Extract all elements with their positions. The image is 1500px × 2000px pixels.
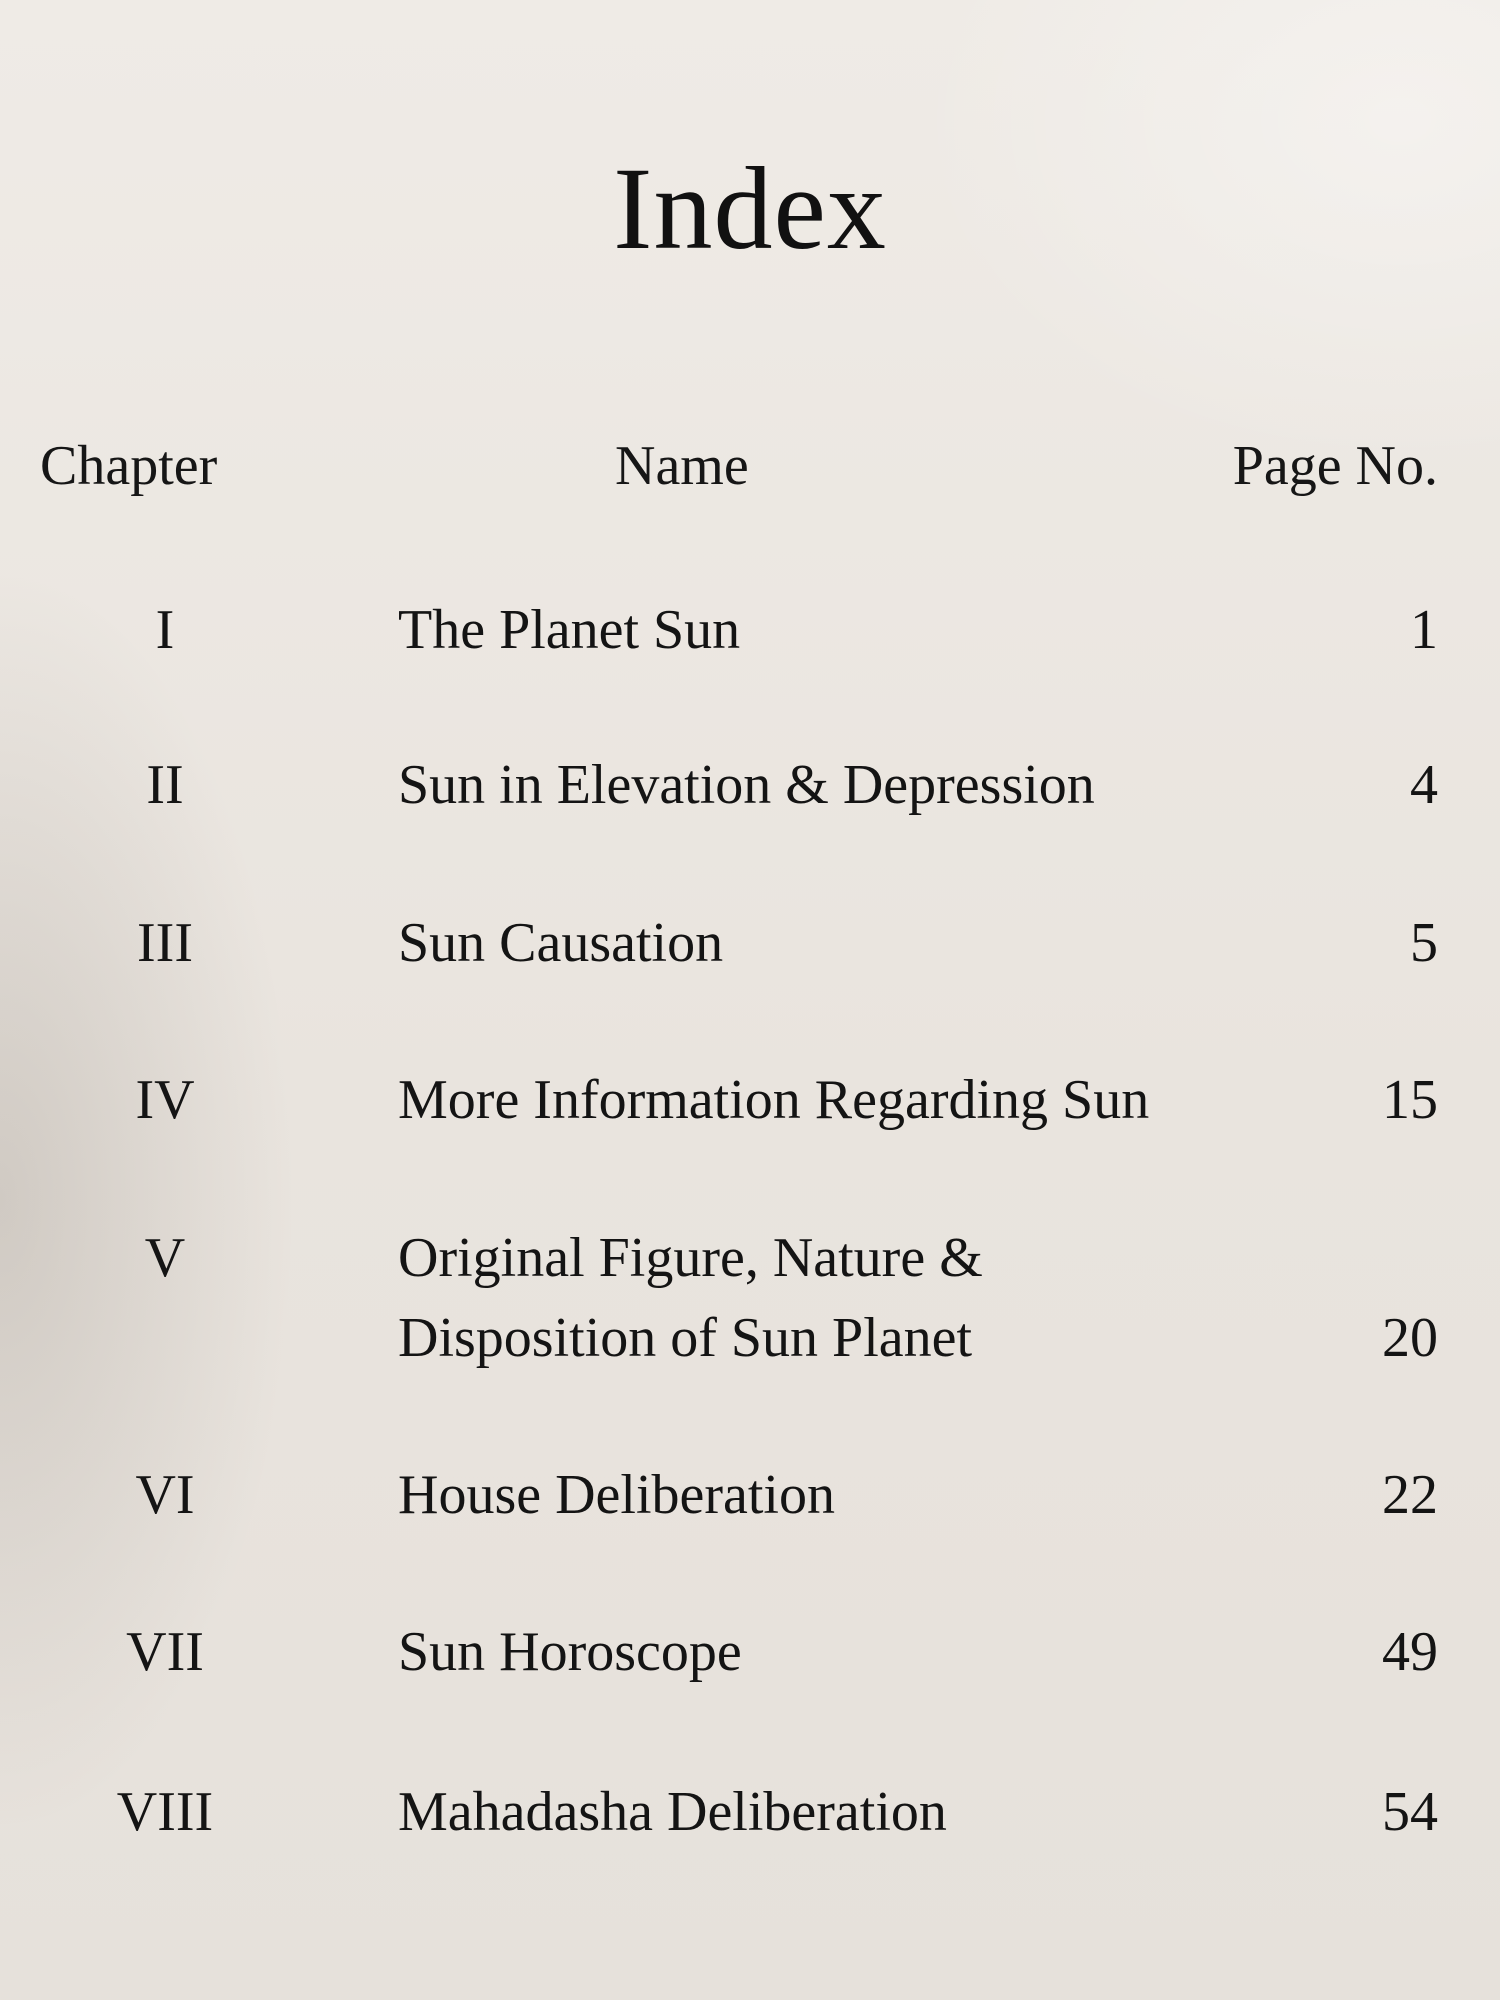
chapter-number: VII: [126, 1621, 204, 1683]
chapter-number: VIII: [116, 1781, 214, 1843]
page-number: 49: [1382, 1621, 1438, 1683]
chapter-number: VI: [135, 1464, 195, 1526]
chapter-number: IV: [135, 1069, 195, 1131]
chapter-name-line-1: Original Figure, Nature &: [398, 1227, 983, 1289]
chapter-name: [398, 1218, 983, 1378]
page-number: 20: [1382, 1307, 1438, 1369]
page-title: Index: [613, 143, 887, 274]
chapter-number: III: [137, 912, 193, 974]
chapter-number: I: [155, 599, 175, 661]
chapter-name: Mahadasha Deliberation: [398, 1781, 947, 1843]
page-number: 5: [1410, 912, 1438, 974]
page-number: 54: [1382, 1781, 1438, 1843]
chapter-name-line-2: Disposition of Sun Planet: [398, 1307, 973, 1369]
page-number: 4: [1410, 754, 1438, 816]
column-header-page: Page No.: [1232, 435, 1438, 497]
chapter-name: More Information Regarding Sun: [398, 1069, 1150, 1131]
chapter-number: II: [146, 754, 184, 816]
chapter-name: Sun Causation: [398, 912, 724, 974]
page-number: 1: [1410, 599, 1438, 661]
index-row: [0, 1218, 1500, 1378]
column-header-chapter: Chapter: [40, 435, 218, 497]
page-number: 15: [1382, 1069, 1438, 1131]
page-number: 22: [1382, 1464, 1438, 1526]
chapter-name: House Deliberation: [398, 1464, 835, 1526]
chapter-name: Sun Horoscope: [398, 1621, 742, 1683]
column-header-name: Name: [615, 435, 749, 497]
chapter-name: Sun in Elevation & Depression: [398, 754, 1095, 816]
chapter-number: V: [144, 1227, 186, 1289]
chapter-name: The Planet Sun: [398, 599, 741, 661]
